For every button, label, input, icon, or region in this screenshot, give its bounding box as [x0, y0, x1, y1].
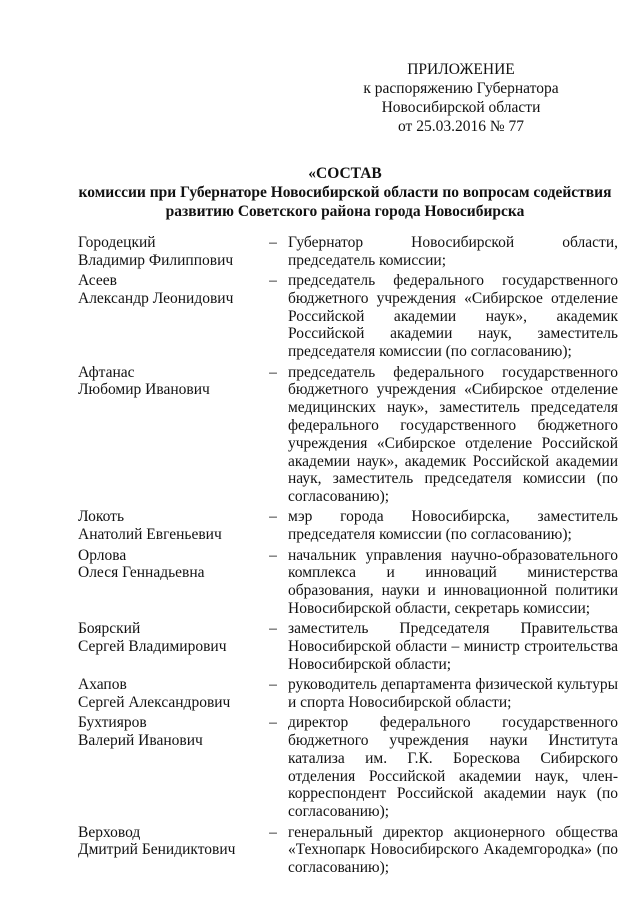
member-dash: –: [269, 823, 277, 841]
member-row: [78, 272, 618, 361]
members-list: [78, 234, 618, 879]
appendix-region: Новосибирской области: [381, 99, 541, 116]
member-name: [78, 234, 258, 270]
member-name: [78, 676, 258, 712]
member-name: [78, 508, 258, 544]
member-surname: Локоть: [78, 508, 125, 526]
member-dash: –: [269, 546, 277, 564]
member-row: [78, 824, 618, 877]
member-given-names: Валерий Иванович: [78, 732, 203, 750]
title-line-3: развитию Советского района города Новосибирска: [165, 203, 525, 220]
member-name: [78, 714, 258, 821]
title-line-2: комиссии при Губернаторе Новосибирской области по вопросам содействия: [78, 184, 612, 201]
member-dash: –: [269, 714, 277, 732]
member-row: [78, 364, 618, 506]
member-given-names: Сергей Владимирович: [78, 638, 227, 656]
member-row: [78, 676, 618, 712]
member-surname: Боярский: [78, 620, 141, 638]
member-name: [78, 364, 258, 506]
member-given-names: Любомир Иванович: [78, 381, 210, 399]
member-dash: –: [269, 676, 277, 694]
appendix-header: [341, 60, 581, 136]
member-role: директор федерального государственного бюджетного учреждения науки Института катализа им. Г.К. Борескова Сибирского отделения Российской академии наук, член-корреспондент Российской академии наук (по согласованию);: [288, 714, 618, 821]
member-surname: Орлова: [78, 546, 127, 564]
member-row: [78, 620, 618, 673]
member-name: [78, 620, 258, 673]
appendix-decree: к распоряжению Губернатора: [363, 80, 559, 97]
member-dash: –: [269, 272, 277, 290]
appendix-label: ПРИЛОЖЕНИЕ: [407, 61, 515, 78]
member-given-names: Олеся Геннадьевна: [78, 564, 205, 582]
member-dash: –: [269, 620, 277, 638]
member-row: [78, 547, 618, 618]
member-given-names: Сергей Александрович: [78, 693, 231, 711]
member-surname: Городецкий: [78, 234, 156, 251]
member-role: мэр города Новосибирска, заместитель председателя комиссии (по согласованию);: [288, 508, 618, 544]
member-dash: –: [269, 234, 277, 251]
member-row: [78, 714, 618, 821]
member-role: председатель федерального государственного бюджетного учреждения «Сибирское отделение Российской академии наук», академик Российской академии наук, заместитель председателя комиссии (по согласованию);: [288, 272, 618, 361]
member-row: [78, 234, 618, 270]
document-title: [60, 164, 630, 221]
member-name: [78, 547, 258, 618]
member-role: генеральный директор акционерного общества «Технопарк Новосибирского Академгородка» (по согласованию);: [288, 823, 618, 877]
member-dash: –: [269, 363, 277, 381]
member-given-names: Дмитрий Бенидиктович: [78, 841, 236, 859]
member-row: [78, 508, 618, 544]
member-surname: Афтанас: [78, 363, 135, 381]
title-line-1: «СОСТАВ: [308, 165, 382, 182]
member-role: заместитель Председателя Правительства Новосибирской области – министр строительства Новосибирской области;: [288, 620, 618, 673]
member-surname: Бухтияров: [78, 714, 147, 732]
member-name: [78, 824, 258, 877]
member-surname: Верховод: [78, 823, 141, 841]
member-given-names: Александр Леонидович: [78, 289, 234, 307]
member-role: руководитель департамента физической культуры и спорта Новосибирской области;: [288, 676, 618, 711]
member-given-names: Анатолий Евгеньевич: [78, 526, 222, 544]
member-role: Губернатор Новосибирской области, председатель комиссии;: [288, 234, 618, 269]
member-dash: –: [269, 508, 277, 526]
member-surname: Асеев: [78, 272, 117, 290]
member-role: начальник управления научно-образовательного комплекса и инноваций министерства образования, науки и инновационной политики Новосибирской области, секретарь комиссии;: [288, 546, 618, 617]
member-surname: Ахапов: [78, 676, 127, 694]
member-role: председатель федерального государственного бюджетного учреждения «Сибирское отделение медицинских наук», заместитель председателя федерального государственного бюджетного учреждения «Сибирское отделение Российской академии наук», академик Российской академии наук, заместитель председателя комиссии (по согласованию);: [288, 363, 618, 506]
member-given-names: Владимир Филиппович: [78, 251, 234, 269]
member-name: [78, 272, 258, 361]
appendix-date-number: от 25.03.2016 № 77: [398, 118, 524, 135]
